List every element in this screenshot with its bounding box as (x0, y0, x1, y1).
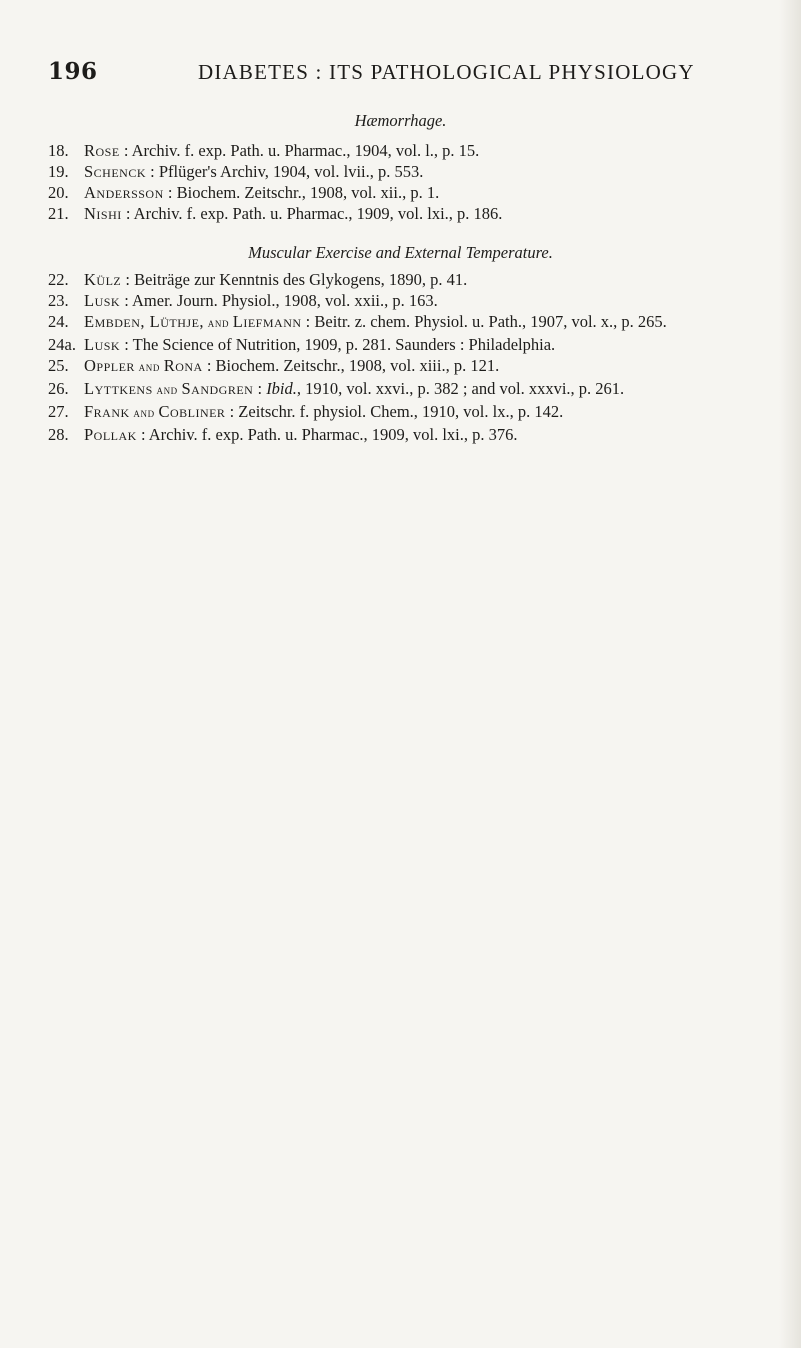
reference-item (48, 402, 768, 423)
reference-citation: : Amer. Journ. Physiol., 1908, vol. xxii., p. 163. (120, 291, 438, 310)
reference-author: Frank (84, 402, 130, 421)
reference-item (48, 312, 768, 333)
reference-author: Lyttkens (84, 379, 153, 398)
reference-author: Pollak (84, 425, 137, 444)
reference-item (48, 379, 768, 400)
reference-number: 22. (48, 270, 69, 289)
page-number: 196 (48, 58, 98, 85)
reference-list-muscular-exercise (48, 270, 768, 446)
reference-conjunction: and (134, 360, 164, 374)
reference-conjunction: and (152, 383, 182, 397)
reference-citation: : Archiv. f. exp. Path. u. Pharmac., 1909, vol. lxi., p. 186. (121, 204, 503, 223)
running-head (48, 58, 768, 88)
reference-author: Külz (84, 270, 122, 289)
reference-item (48, 141, 768, 160)
reference-author: Sandgren (181, 379, 254, 398)
reference-item (48, 425, 768, 444)
reference-number: 23. (48, 291, 69, 310)
reference-citation: : Biochem. Zeitschr., 1908, vol. xiii., p. 121. (202, 356, 500, 375)
reference-author: Rona (163, 356, 203, 375)
reference-number: 18. (48, 141, 69, 160)
reference-author: Liefmann (232, 312, 302, 331)
reference-citation: : Biochem. Zeitschr., 1908, vol. xii., p. 1. (163, 183, 440, 202)
reference-conjunction: and (204, 316, 233, 330)
reference-number: 27. (48, 402, 69, 421)
reference-number: 19. (48, 162, 69, 181)
reference-citation: , 1910, vol. xxvi., p. 382 ; and vol. xxxvi., p. 261. (296, 379, 625, 398)
reference-item (48, 270, 768, 289)
reference-item (48, 183, 768, 202)
reference-item (48, 162, 768, 181)
reference-citation: : Archiv. f. exp. Path. u. Pharmac., 1904, vol. l., p. 15. (119, 141, 480, 160)
reference-number: 24a. (48, 335, 76, 354)
reference-list-haemorrhage (48, 141, 768, 225)
reference-number: 28. (48, 425, 69, 444)
reference-author: Oppler (84, 356, 135, 375)
reference-number: 21. (48, 204, 69, 223)
reference-author: Andersson (84, 183, 164, 202)
section-heading-haemorrhage: Hæmorrhage. (354, 111, 447, 130)
reference-author: Nishi (84, 204, 122, 223)
page-edge-shadow (779, 0, 801, 1348)
reference-conjunction: and (129, 406, 159, 420)
reference-citation: : Zeitschr. f. physiol. Chem., 1910, vol. lx., p. 142. (225, 402, 564, 421)
section-heading-muscular-exercise: Muscular Exercise and External Temperature. (248, 243, 553, 262)
reference-number: 24. (48, 312, 69, 331)
reference-citation-prefix: : (253, 379, 267, 398)
reference-author: Embden, Lüthje, (84, 312, 205, 331)
reference-author: Lusk (84, 335, 121, 354)
reference-citation: : Beitr. z. chem. Physiol. u. Path., 1907, vol. x., p. 265. (301, 312, 667, 331)
reference-author: Schenck (84, 162, 147, 181)
reference-item (48, 356, 768, 377)
reference-item (48, 204, 768, 223)
reference-ibid: Ibid. (266, 379, 297, 398)
reference-number: 26. (48, 379, 69, 398)
reference-citation: : Pflüger's Archiv, 1904, vol. lvii., p. 553. (146, 162, 424, 181)
reference-author: Cobliner (158, 402, 226, 421)
reference-number: 20. (48, 183, 69, 202)
reference-item (48, 291, 768, 310)
reference-item (48, 335, 768, 354)
reference-author: Lusk (84, 291, 121, 310)
reference-author: Rose (84, 141, 120, 160)
running-title: DIABETES : ITS PATHOLOGICAL PHYSIOLOGY (198, 60, 695, 84)
reference-citation: : The Science of Nutrition, 1909, p. 281. Saunders : Philadelphia. (120, 335, 556, 354)
reference-citation: : Archiv. f. exp. Path. u. Pharmac., 1909, vol. lxi., p. 376. (136, 425, 518, 444)
reference-number: 25. (48, 356, 69, 375)
reference-citation: : Beiträge zur Kenntnis des Glykogens, 1890, p. 41. (121, 270, 468, 289)
